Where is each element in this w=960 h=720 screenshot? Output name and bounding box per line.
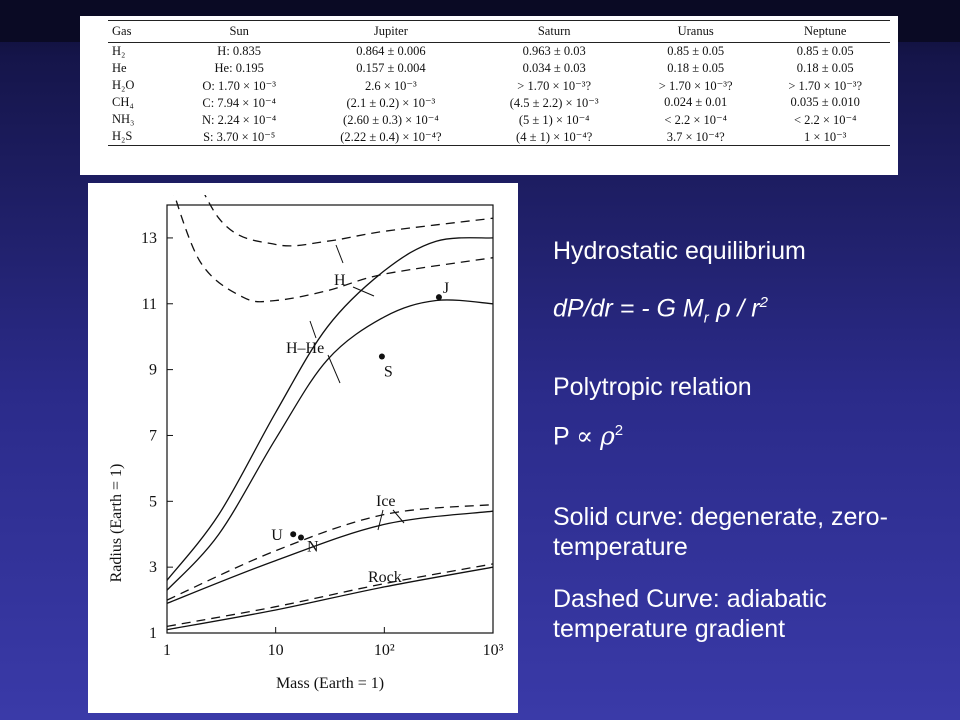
x-tick-label: 10² <box>373 642 395 659</box>
cell-gas: H₂O <box>112 78 135 92</box>
equation-divide: / r <box>737 294 760 323</box>
composition-table-panel <box>80 16 898 175</box>
cell-jupiter: 0.157 ± 0.004 <box>356 61 426 75</box>
cell-saturn: 0.034 ± 0.03 <box>522 61 586 75</box>
cell-saturn: (4.5 ± 2.2) × 10⁻³ <box>509 95 599 110</box>
cell-gas: H₂ <box>112 44 126 58</box>
cell-uranus: 0.18 ± 0.05 <box>667 61 725 75</box>
cell-neptune: < 2.2 × 10⁻⁴ <box>793 112 857 127</box>
cell-sun: S: 3.70 × 10⁻⁵ <box>174 128 304 146</box>
solid-curve-note: Solid curve: degenerate, zero-temperature <box>553 503 888 561</box>
cell-neptune: > 1.70 × 10⁻³? <box>788 78 863 93</box>
mass-radius-graph-panel <box>88 183 518 713</box>
cell-jupiter: 2.6 × 10⁻³ <box>365 78 417 93</box>
hydrostatic-equation <box>553 288 768 333</box>
x-tick-label: 10 <box>267 642 284 659</box>
cell-saturn: (4 ± 1) × 10⁻⁴? <box>477 128 630 146</box>
polytropic-sup: 2 <box>614 422 624 439</box>
cell-jupiter: (2.60 ± 0.3) × 10⁻⁴ <box>343 112 439 127</box>
table-row <box>108 77 890 94</box>
cell-uranus: 0.024 ± 0.01 <box>664 95 728 109</box>
polytropic-rho: ρ <box>600 421 615 451</box>
curves <box>167 183 493 630</box>
planet-label-u: U <box>271 527 283 545</box>
planet-point-n <box>298 535 304 541</box>
table-header-row <box>108 21 890 43</box>
solid-curve-h-he <box>167 300 493 590</box>
cell-uranus: < 2.2 × 10⁻⁴ <box>664 112 727 127</box>
header-sun: Sun <box>174 21 304 43</box>
y-tick-label: 5 <box>149 493 157 511</box>
solid-curve-rock <box>167 567 493 630</box>
y-tick-label: 9 <box>149 361 157 379</box>
cell-uranus: > 1.70 × 10⁻³? <box>658 78 733 93</box>
cell-sun: H: 0.835 <box>217 44 262 58</box>
header-neptune: Neptune <box>760 21 890 43</box>
arrow-ice-dashed <box>378 510 383 530</box>
hydrostatic-title: Hydrostatic equilibrium <box>553 237 806 265</box>
planet-point-j <box>436 294 442 300</box>
cell-saturn: 0.963 ± 0.03 <box>522 44 586 58</box>
equation-prefix: dP/dr = - G M <box>553 294 704 323</box>
polytropic-title: Polytropic relation <box>553 373 752 401</box>
cell-gas: H₂S <box>108 128 174 146</box>
cell-neptune: 0.18 ± 0.05 <box>796 61 854 75</box>
table-row <box>108 43 890 61</box>
y-axis-ticks <box>141 230 173 642</box>
y-axis-label: Radius (Earth = 1) <box>108 463 125 583</box>
table-row <box>108 128 890 146</box>
proportional-symbol: ∝ <box>576 421 594 451</box>
cell-uranus: 0.85 ± 0.05 <box>667 44 725 58</box>
y-tick-label: 11 <box>141 295 157 313</box>
cell-neptune: 0.035 ± 0.010 <box>790 95 860 109</box>
dashed-curve-rock <box>167 564 493 627</box>
planet-points <box>271 280 449 555</box>
arrow-hhe-dashed <box>310 321 316 338</box>
header-uranus: Uranus <box>631 21 761 43</box>
planet-label-s: S <box>383 363 393 381</box>
mass-radius-graph <box>88 183 518 713</box>
curve-label-h: H <box>334 272 346 289</box>
y-tick-label: 13 <box>141 229 157 247</box>
polytropic-p: P <box>553 422 570 451</box>
planet-point-s <box>379 353 385 359</box>
cell-jupiter: (2.1 ± 0.2) × 10⁻³ <box>346 95 436 110</box>
header-gas: Gas <box>108 21 174 43</box>
table-row <box>108 94 890 111</box>
cell-sun: C: 7.94 × 10⁻⁴ <box>202 95 276 110</box>
table-row <box>108 111 890 128</box>
table-row <box>108 60 890 77</box>
x-axis-label: Mass (Earth = 1) <box>275 675 385 692</box>
header-jupiter: Jupiter <box>304 21 477 43</box>
header-saturn: Saturn <box>477 21 630 43</box>
cell-jupiter: (2.22 ± 0.4) × 10⁻⁴? <box>304 128 477 146</box>
y-tick-label: 3 <box>149 559 157 577</box>
equation-sup: 2 <box>759 294 768 311</box>
curve-label-ice: Ice <box>376 493 396 510</box>
y-tick-label: 7 <box>149 427 157 445</box>
x-tick-label: 1 <box>163 642 171 659</box>
equation-sub: r <box>703 309 709 327</box>
cell-gas: CH₄ <box>112 95 134 109</box>
y-tick-label: 1 <box>149 625 157 642</box>
x-tick-label: 10³ <box>482 642 504 659</box>
cell-sun: N: 2.24 × 10⁻⁴ <box>202 112 277 127</box>
solid-curve-ice <box>167 511 493 603</box>
cell-jupiter: 0.864 ± 0.006 <box>356 44 426 58</box>
curve-label-hhe: H–He <box>286 340 325 357</box>
arrow-hhe-solid <box>328 355 340 383</box>
curve-label-rock: Rock <box>368 569 402 586</box>
dashed-curve-h <box>167 183 493 246</box>
equation-rho: ρ <box>715 293 731 323</box>
cell-neptune: 1 × 10⁻³ <box>760 128 890 146</box>
plot-frame <box>167 205 493 633</box>
dashed-curve-note: Dashed Curve: adiabatic temperature gradient <box>553 585 827 643</box>
cell-saturn: (5 ± 1) × 10⁻⁴ <box>518 112 590 127</box>
cell-sun: He: 0.195 <box>214 61 264 75</box>
planet-point-u <box>290 531 296 537</box>
planet-label-n: N <box>306 538 319 556</box>
cell-gas: He <box>112 61 127 75</box>
label-arrows <box>310 245 404 530</box>
cell-sun: O: 1.70 × 10⁻³ <box>202 78 276 93</box>
arrow-h-dashed <box>336 245 343 263</box>
planet-label-j: J <box>442 280 450 298</box>
x-axis-ticks <box>163 627 504 659</box>
polytropic-equation <box>553 416 623 451</box>
cell-neptune: 0.85 ± 0.05 <box>796 44 854 58</box>
cell-saturn: > 1.70 × 10⁻³? <box>517 78 592 93</box>
composition-table <box>108 20 890 146</box>
cell-uranus: 3.7 × 10⁻⁴? <box>631 128 761 146</box>
cell-gas: NH₃ <box>112 112 135 126</box>
